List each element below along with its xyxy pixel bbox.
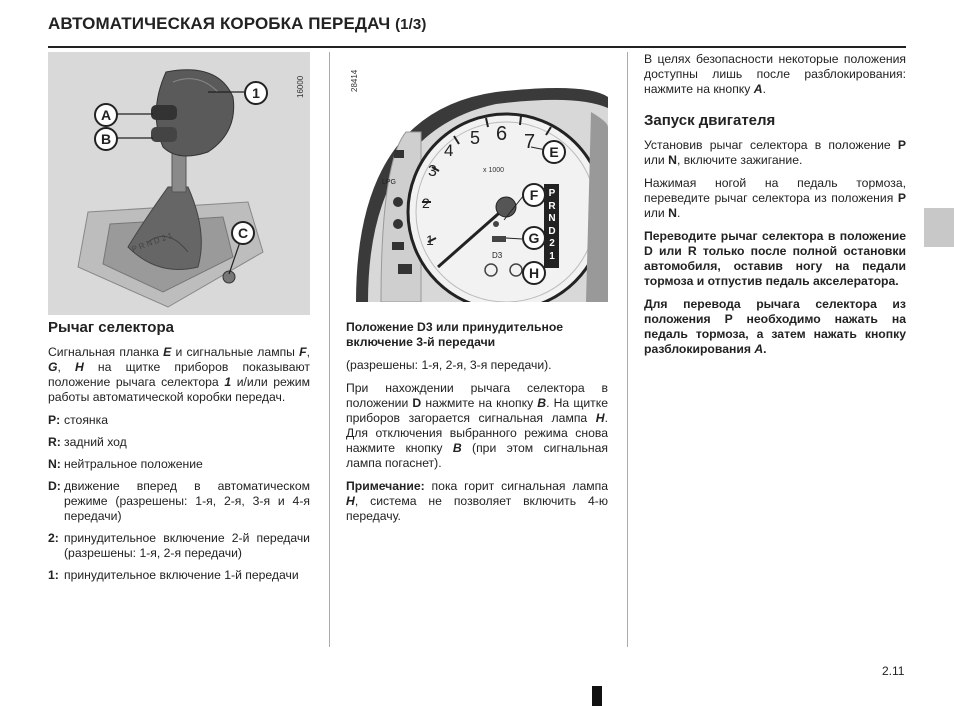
unlock-intro: В целях безопасности некоторые положения доступны лишь после разблокирования: нажмите на кнопку A. (644, 52, 906, 96)
instrument-cluster-figure (346, 52, 608, 302)
gear-r: R (548, 200, 556, 212)
engine-start-p1: Установив рычаг селектора в положение P или N, включите зажигание. (644, 138, 906, 167)
d3-note: Примечание: пока горит сигнальная лампа H, система не позволяет включить 4-ю передачу. (346, 479, 608, 523)
selector-heading: Рычаг селектора (48, 319, 174, 336)
tacho-4: 4 (444, 141, 454, 160)
column-2 (346, 320, 608, 532)
position-item: R: задний ход (48, 435, 127, 449)
instrument-cluster-illustration (346, 52, 608, 302)
lpg-label: LPG (382, 179, 397, 186)
callout-a: A (94, 103, 118, 127)
gear-1: 1 (549, 250, 555, 262)
page-number: 2.11 (882, 664, 905, 678)
column-divider-1 (329, 52, 330, 647)
column-1 (48, 320, 310, 590)
tacho-7: 7 (524, 131, 536, 153)
page-marker (592, 686, 602, 706)
chapter-tab (924, 208, 954, 247)
gear-d: D (548, 225, 556, 237)
d3-allowed: (разрешены: 1-я, 2-я, 3-я передачи). (346, 358, 552, 372)
column-divider-2 (627, 52, 628, 647)
callout-c: C (231, 221, 255, 245)
gate-letters: P R N D 2 1 (130, 230, 174, 254)
callout-h: H (522, 261, 546, 285)
gear-lever-illustration (48, 52, 310, 315)
callout-b: B (94, 127, 118, 151)
position-item: D: движение вперед в автоматическом режиме (разрешены: 1-я, 2-я, 3-я и 4-я передачи) (48, 479, 310, 523)
position-item: N: нейтральное положение (48, 457, 203, 471)
d3-paragraph: При нахождении рычага селектора в положении D нажмите на кнопку B. На щитке приборов загорается сигнальная лампа H. Для отключения выбранного режима снова нажмите кнопку B (при этом сигнальная лампа погаснет). (346, 381, 608, 470)
page-title-part: (1/3) (395, 16, 427, 33)
callout-e: E (542, 140, 566, 164)
page-title (48, 14, 426, 34)
tacho-6: 6 (496, 123, 508, 145)
tacho-3: 3 (428, 163, 437, 180)
tacho-2: 2 (422, 195, 430, 211)
callout-1: 1 (244, 81, 268, 105)
position-item: P: стоянка (48, 413, 109, 427)
position-item: 2: принудительное включение 2-й передачи (разрешены: 1-я, 2-я передачи) (48, 531, 310, 560)
gear-p: P (548, 188, 556, 199)
figure2-code: 28414 (350, 69, 359, 92)
tacho-1: 1 (426, 232, 434, 248)
engine-start-p2: Нажимая ногой на педаль тормоза, переведите рычаг селектора из положения P или N. (644, 176, 906, 220)
callout-f: F (522, 183, 546, 207)
gear-lever-figure (48, 52, 310, 315)
engine-start-heading: Запуск двигателя (644, 112, 776, 129)
figure1-code: 16000 (296, 75, 305, 98)
gear-indicator (546, 188, 558, 263)
d3-heading: Положение D3 или принудительное включение 3-й передачи (346, 320, 564, 349)
header-rule (48, 46, 906, 48)
selector-intro: Сигнальная планка E и сигнальные лампы F, G, H на щитке приборов показывают положение рычага селектора 1 и/или режим работы автоматической коробки передач. (48, 345, 310, 404)
callout-g: G (522, 226, 546, 250)
tacho-5: 5 (470, 128, 481, 148)
page-title-text: АВТОМАТИЧЕСКАЯ КОРОБКА ПЕРЕДАЧ (48, 14, 391, 33)
engine-start-warning-2: Для перевода рычага селектора из положения P необходимо нажать на педаль тормоза, а затем нажать кнопку разблокирования A. (644, 297, 906, 356)
tacho-unit: x 1000 (483, 167, 505, 174)
position-item: 1: принудительное включение 1-й передачи (48, 568, 299, 582)
engine-start-warning-1: Переводите рычаг селектора в положение D или R только после полной остановки автомобиля, оставив ногу на педали тормоза и отпустив педаль акселератора. (644, 229, 906, 288)
d3-label: D3 (492, 251, 503, 260)
gear-2: 2 (549, 238, 555, 249)
column-3 (644, 52, 906, 365)
gear-n: N (548, 213, 556, 224)
